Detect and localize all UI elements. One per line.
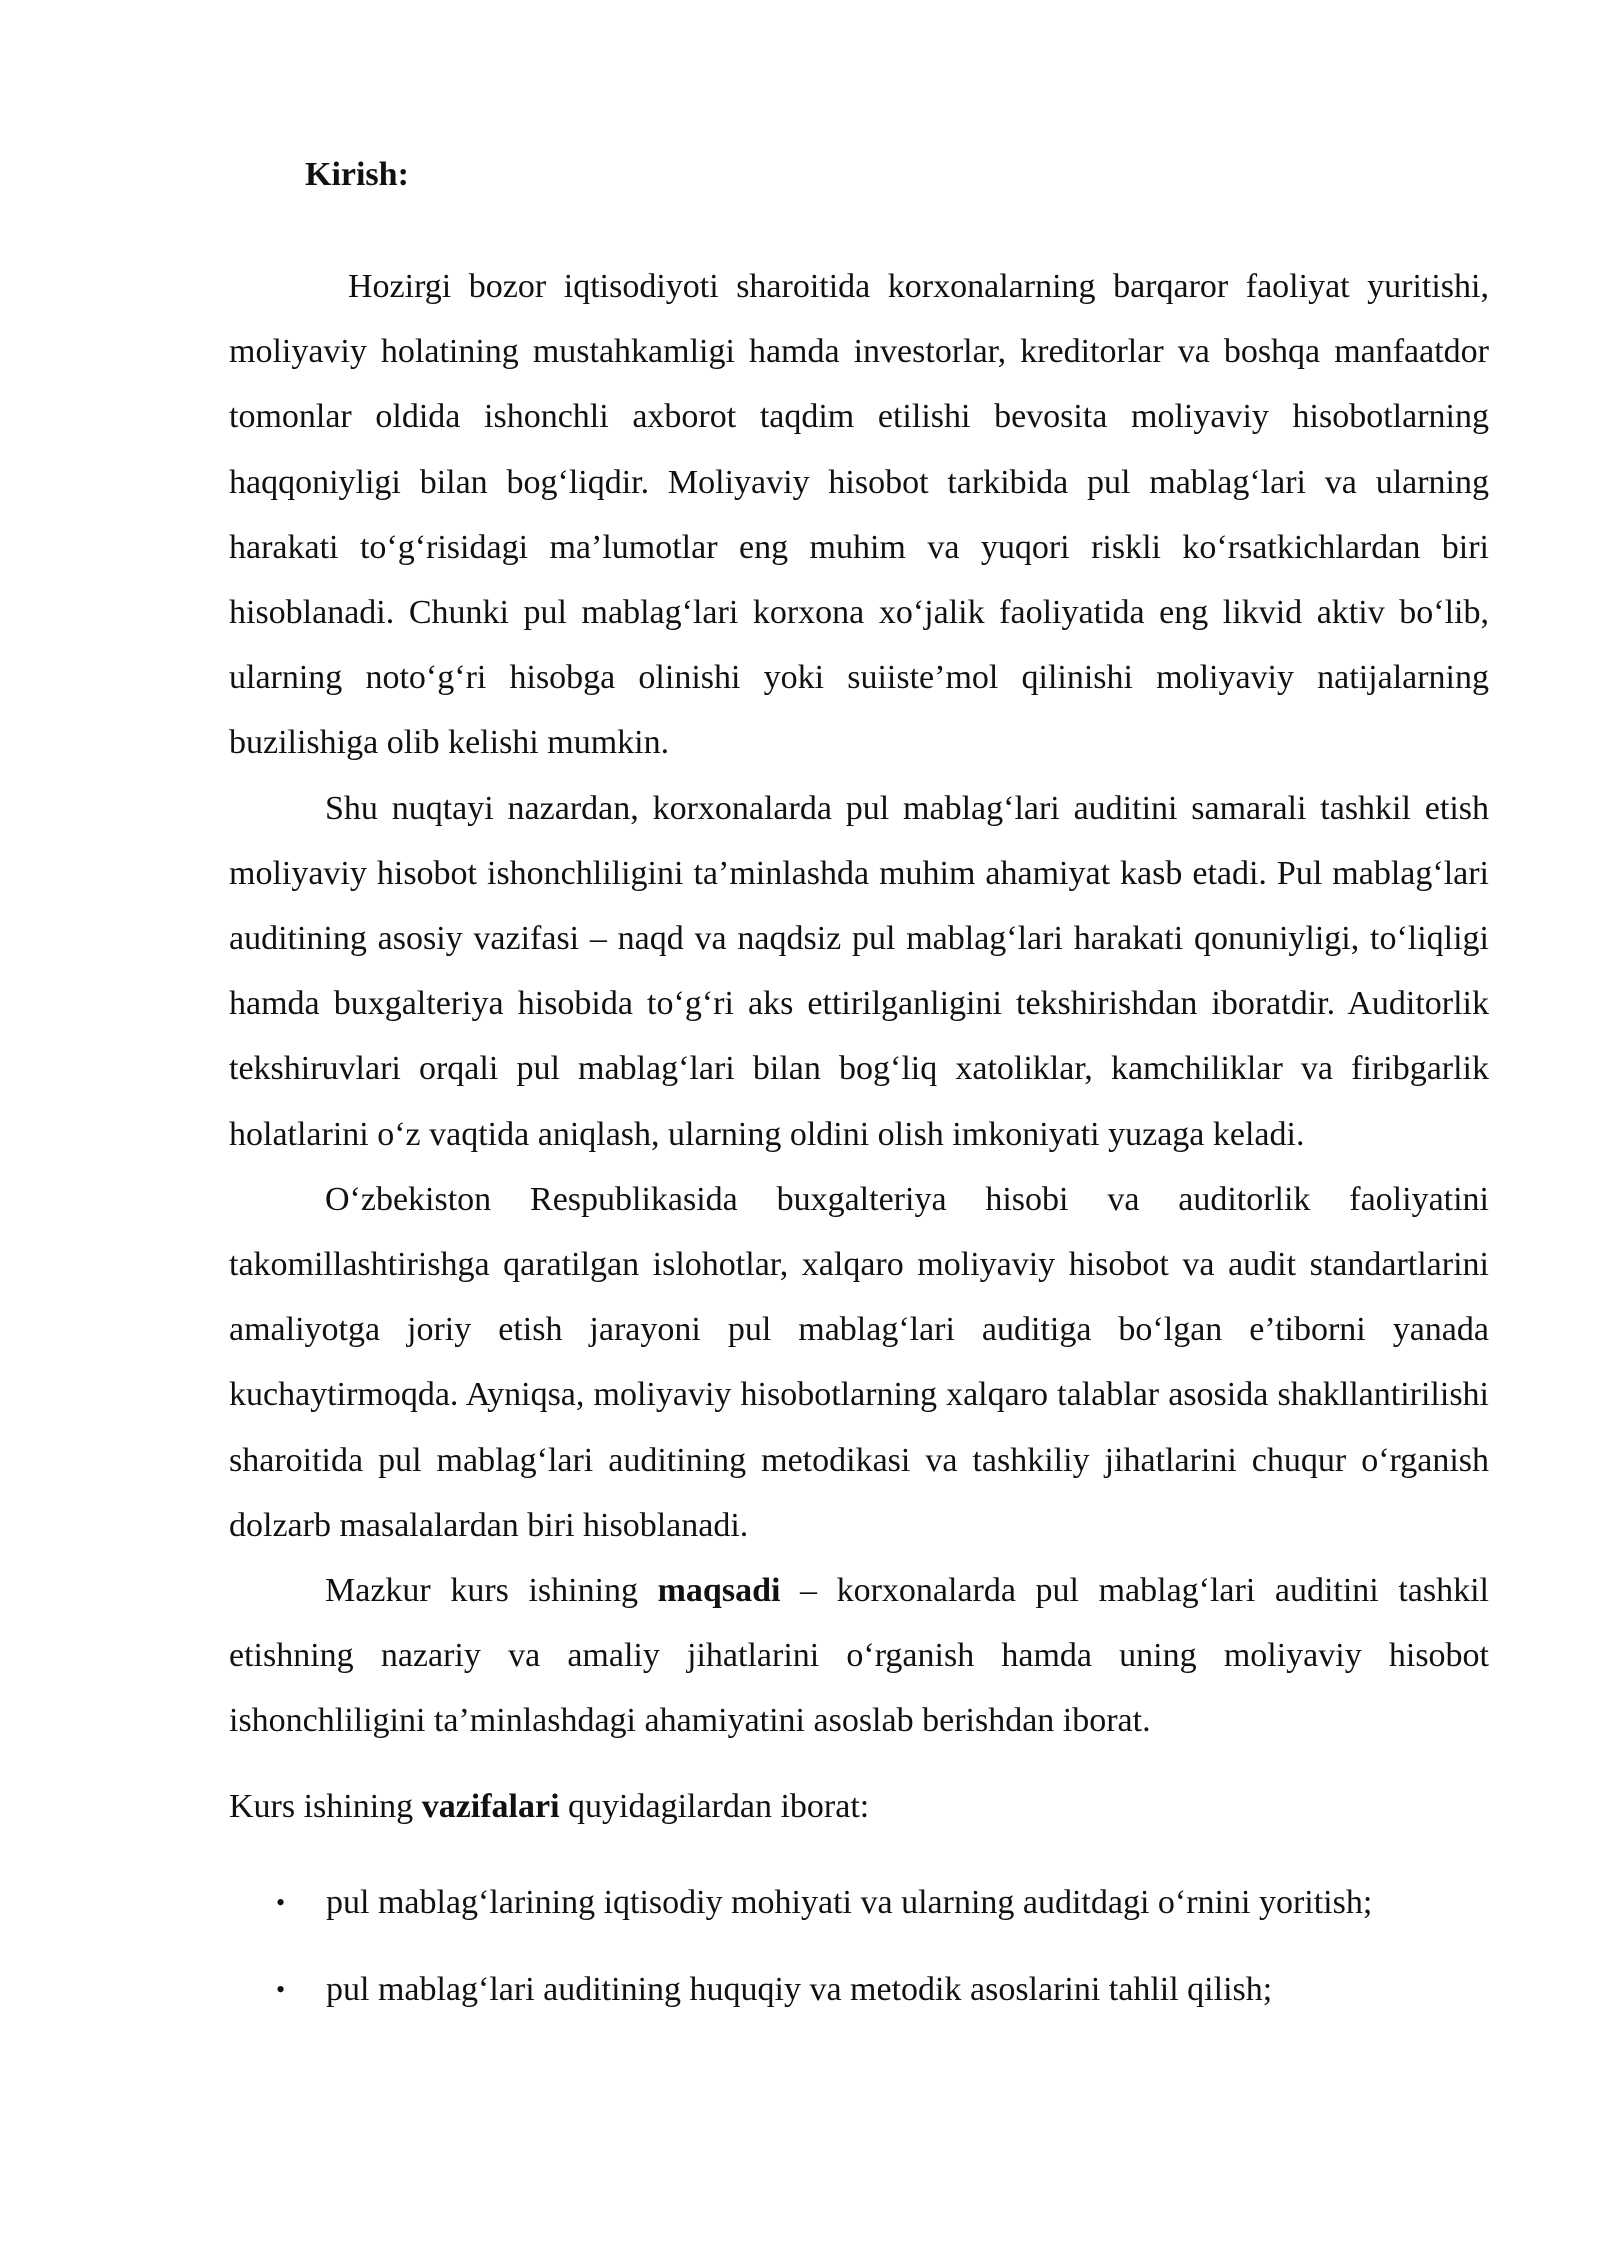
list-item <box>229 1859 1489 1946</box>
bullet-icon: • <box>276 1974 286 2004</box>
intro-paragraph-1: Hozirgi bozor iqtisodiyoti sharoitida korxonalarning barqaror faoliyat yuritishi, moliyaviy holatining mustahkamligi hamda investorlar, kreditorlar va boshqa manfaatdor tomonlar oldida ishonchli axborot taqdim etilishi bevosita moliyaviy hisobotlarning haqqoniyligi bilan bog‘liqdir. Moliyaviy hisobot tarkibida pul mablag‘lari va ularning harakati to‘g‘risidagi ma’lumotlar eng muhim va yuqori riskli ko‘rsatkichlardan biri hisoblanadi. Chunki pul mablag‘lari korxona xo‘jalik faoliyatida eng likvid aktiv bo‘lib, ularning noto‘g‘ri hisobga olinishi yoki suiiste’mol qilinishi moliyaviy natijalarning buzilishiga olib kelishi mumkin. <box>229 268 1489 762</box>
tasks-intro-before: Kurs ishining <box>229 1787 422 1825</box>
goal-text-before: Mazkur kurs ishining <box>325 1572 658 1610</box>
bullet-icon: • <box>276 1887 286 1917</box>
document-body <box>229 150 1489 2033</box>
list-item <box>229 1946 1489 2033</box>
section-heading: Kirish: <box>305 156 409 193</box>
tasks-keyword: vazifalari <box>421 1787 560 1825</box>
tasks-list <box>229 1859 1489 2033</box>
intro-paragraph-2: Shu nuqtayi nazardan, korxonalarda pul mablag‘lari auditini samarali tashkil etish moliyaviy hisobot ishonchliligini ta’minlashda muhim ahamiyat kasb etadi. Pul mablag‘lari auditining asosiy vazifasi – naqd va naqdsiz pul mablag‘lari harakati qonuniyligi, to‘liqligi hamda buxgalteriya hisobida to‘g‘ri aks ettirilganligini tekshirishdan iboratdir. Auditorlik tekshiruvlari orqali pul mablag‘lari bilan bog‘liq xatoliklar, kamchiliklar va firibgarlik holatlarini o‘z vaqtida aniqlash, ularning oldini olish imkoniyati yuzaga keladi. <box>229 789 1489 1153</box>
goal-paragraph <box>229 1558 1489 1754</box>
intro-paragraph-3: O‘zbekiston Respublikasida buxgalteriya hisobi va auditorlik faoliyatini takomillashtirishga qaratilgan islohotlar, xalqaro moliyaviy hisobot va audit standartlarini amaliyotga joriy etish jarayoni pul mablag‘lari auditiga bo‘lgan e’tiborni yanada kuchaytirmoqda. Ayniqsa, moliyaviy hisobotlarning xalqaro talablar asosida shakllantirilishi sharoitida pul mablag‘lari auditining metodikasi va tashkiliy jihatlarini chuqur o‘rganish dolzarb masalalardan biri hisoblanadi. <box>229 1180 1489 1544</box>
task-text: pul mablag‘larining iqtisodiy mohiyati va ularning auditdagi o‘rnini yoritish; <box>326 1883 1373 1921</box>
tasks-intro <box>229 1774 1489 1839</box>
task-text: pul mablag‘lari auditining huquqiy va metodik asoslarini tahlil qilish; <box>326 1970 1273 2008</box>
goal-text-after: – korxonalarda pul mablag‘lari auditini tashkil etishning nazariy va amaliy jihatlarini o‘rganish hamda uning moliyaviy hisobot ishonchliligini ta’minlashdagi ahamiyatini asoslab berishdan iborat. <box>229 1572 1489 1740</box>
tasks-intro-after: quyidagilardan iborat: <box>559 1787 870 1825</box>
goal-keyword: maqsadi <box>657 1572 781 1610</box>
